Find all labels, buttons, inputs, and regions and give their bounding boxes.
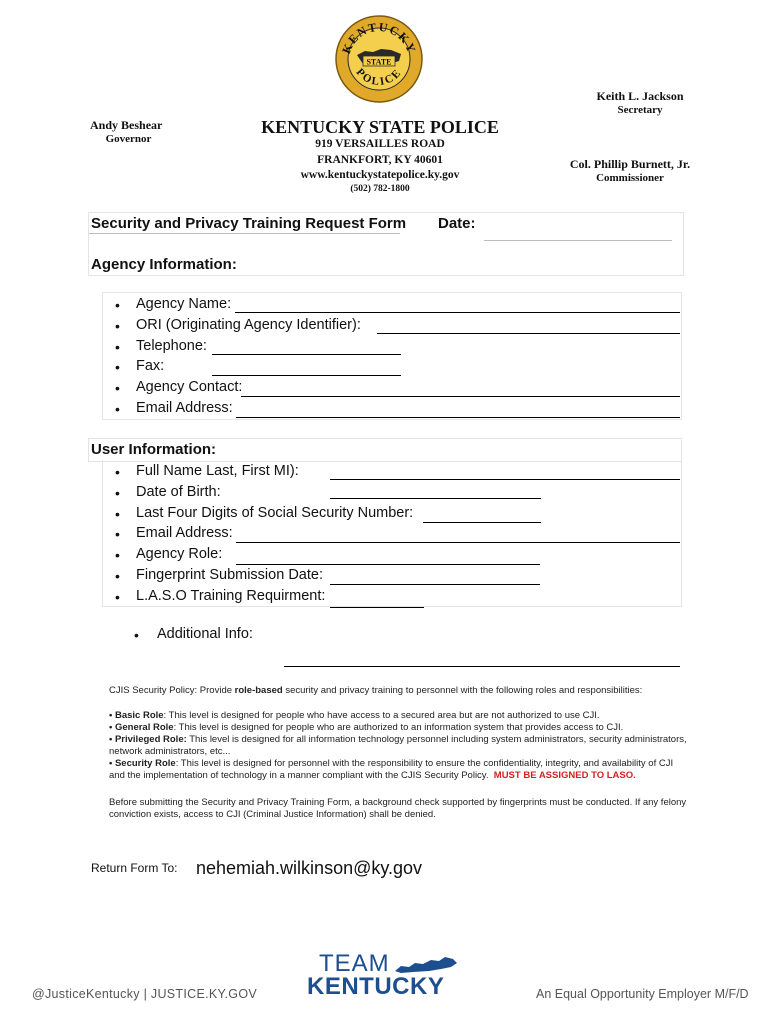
additional-info-label: Additional Info: — [157, 626, 253, 642]
ori-label: ORI (Originating Agency Identifier): — [136, 317, 361, 333]
bullet: • — [115, 318, 120, 334]
background-check-note: Before submitting the Security and Privacy Training Form, a background check supported by fingerprints must be conducted. If any felony conviction exists, access to CJI (Criminal Justice Information) shall be denied. — [109, 797, 687, 820]
bullet: • — [115, 485, 120, 501]
laso-warning: MUST BE ASSIGNED TO LASO. — [493, 770, 636, 781]
privileged-role-label: • Privileged Role: — [109, 734, 187, 745]
telephone-field[interactable] — [212, 354, 401, 355]
title-underline — [89, 233, 400, 234]
agency-email-field[interactable] — [236, 417, 680, 418]
bullet: • — [115, 339, 120, 355]
fingerprint-date-label: Fingerprint Submission Date: — [136, 567, 323, 583]
bullet: • — [115, 526, 120, 542]
seal-top-text: KENTUCKY — [339, 19, 419, 56]
return-form-label: Return Form To: — [91, 861, 178, 875]
form-title: Security and Privacy Training Request Form — [91, 215, 407, 232]
commissioner-title: Commissioner — [596, 172, 664, 184]
bullet: • — [134, 627, 139, 643]
agency-contact-field[interactable] — [241, 396, 680, 397]
bullet: • — [115, 589, 120, 605]
laso-training-label: L.A.S.O Training Requirment: — [136, 588, 326, 604]
ssn-last-four-field[interactable] — [423, 522, 541, 523]
security-role-label: • Security Role — [109, 758, 176, 769]
policy-intro-post: security and privacy training to personnel with the following roles and responsibilities: — [282, 685, 643, 696]
agency-information-heading: Agency Information: — [91, 256, 237, 273]
kentucky-text: KENTUCKY — [307, 973, 445, 1000]
governor-name: Andy Beshear — [90, 118, 163, 132]
secretary-title: Secretary — [617, 104, 663, 116]
security-role-item — [109, 758, 689, 782]
policy-intro — [109, 685, 689, 697]
ori-field[interactable] — [377, 333, 680, 334]
date-of-birth-field[interactable] — [330, 498, 541, 499]
general-role-text: : This level is designed for people who are authorized to an information system that provides access to CJI. — [173, 722, 624, 733]
ssn-last-four-label: Last Four Digits of Social Security Number: — [136, 505, 414, 521]
basic-role-item — [109, 710, 689, 722]
bullet: • — [115, 568, 120, 584]
agency-name: KENTUCKY STATE POLICE — [261, 117, 499, 137]
general-role-item — [109, 722, 689, 734]
date-field[interactable] — [484, 240, 672, 241]
basic-role-label: • Basic Role — [109, 710, 164, 721]
fax-field[interactable] — [212, 375, 401, 376]
bullet: • — [115, 547, 120, 563]
secretary-name: Keith L. Jackson — [596, 89, 684, 103]
date-of-birth-label: Date of Birth: — [136, 484, 221, 500]
agency-role-label: Agency Role: — [136, 546, 223, 562]
laso-training-field[interactable] — [330, 607, 424, 608]
bullet: • — [115, 506, 120, 522]
user-email-label: Email Address: — [136, 525, 233, 541]
agency-name-label: Agency Name: — [136, 296, 232, 312]
commissioner-name: Col. Phillip Burnett, Jr. — [569, 157, 691, 171]
governor-title: Governor — [105, 133, 152, 145]
bullet: • — [115, 297, 120, 313]
policy-intro-bold: role-based — [234, 685, 283, 696]
agency-contact-label: Agency Contact: — [136, 379, 243, 395]
agency-role-field[interactable] — [236, 564, 540, 565]
address-line-1: 919 VERSAILLES ROAD — [315, 138, 445, 150]
fax-label: Fax: — [136, 358, 165, 374]
user-information-heading: User Information: — [91, 441, 217, 458]
additional-info-field[interactable] — [284, 666, 680, 667]
basic-role-text: : This level is designed for people who have access to a secured area but are not authorized to use CJI. — [163, 710, 600, 721]
bullet: • — [115, 380, 120, 396]
bullet: • — [115, 464, 120, 480]
website-link[interactable]: www.kentuckystatepolice.ky.gov — [300, 169, 460, 181]
security-role-text: : This level is designed for personnel with the responsibility to ensure the confidentiality, integrity, and availability of CJI and the implementation of technology in a manner compliant with the CJIS Security Policy. — [109, 758, 674, 781]
telephone-label: Telephone: — [136, 338, 207, 354]
team-text: TEAM — [319, 950, 390, 977]
bullet: • — [115, 401, 120, 417]
equal-opportunity-text: An Equal Opportunity Employer M/F/D — [536, 987, 749, 1001]
role-list — [109, 710, 689, 782]
policy-intro-pre: CJIS Security Policy: Provide — [109, 685, 235, 696]
kentucky-state-police-seal — [335, 15, 423, 103]
bullet: • — [115, 359, 120, 375]
team-kentucky-logo — [305, 948, 465, 1003]
privileged-role-text: This level is designed for all information technology personnel including system administrators, security administrators, network administrators, etc... — [109, 734, 687, 757]
fingerprint-date-field[interactable] — [330, 584, 540, 585]
user-email-field[interactable] — [236, 542, 680, 543]
seal-bottom-text: POLICE — [353, 66, 405, 89]
agency-email-label: Email Address: — [136, 400, 233, 416]
seal-mid-text: STATE — [366, 57, 392, 67]
privileged-role-item — [109, 734, 689, 758]
full-name-field[interactable] — [330, 479, 680, 480]
full-name-label: Full Name Last, First MI): — [136, 463, 299, 479]
date-label: Date: — [438, 215, 476, 232]
general-role-label: • General Role — [109, 722, 174, 733]
agency-name-field[interactable] — [235, 312, 680, 313]
footer-social-link[interactable]: @JusticeKentucky | JUSTICE.KY.GOV — [32, 987, 257, 1001]
address-line-2: FRANKFORT, KY 40601 — [317, 154, 443, 166]
return-email-link[interactable]: nehemiah.wilkinson@ky.gov — [196, 858, 423, 878]
phone-number: (502) 782-1800 — [350, 184, 410, 194]
